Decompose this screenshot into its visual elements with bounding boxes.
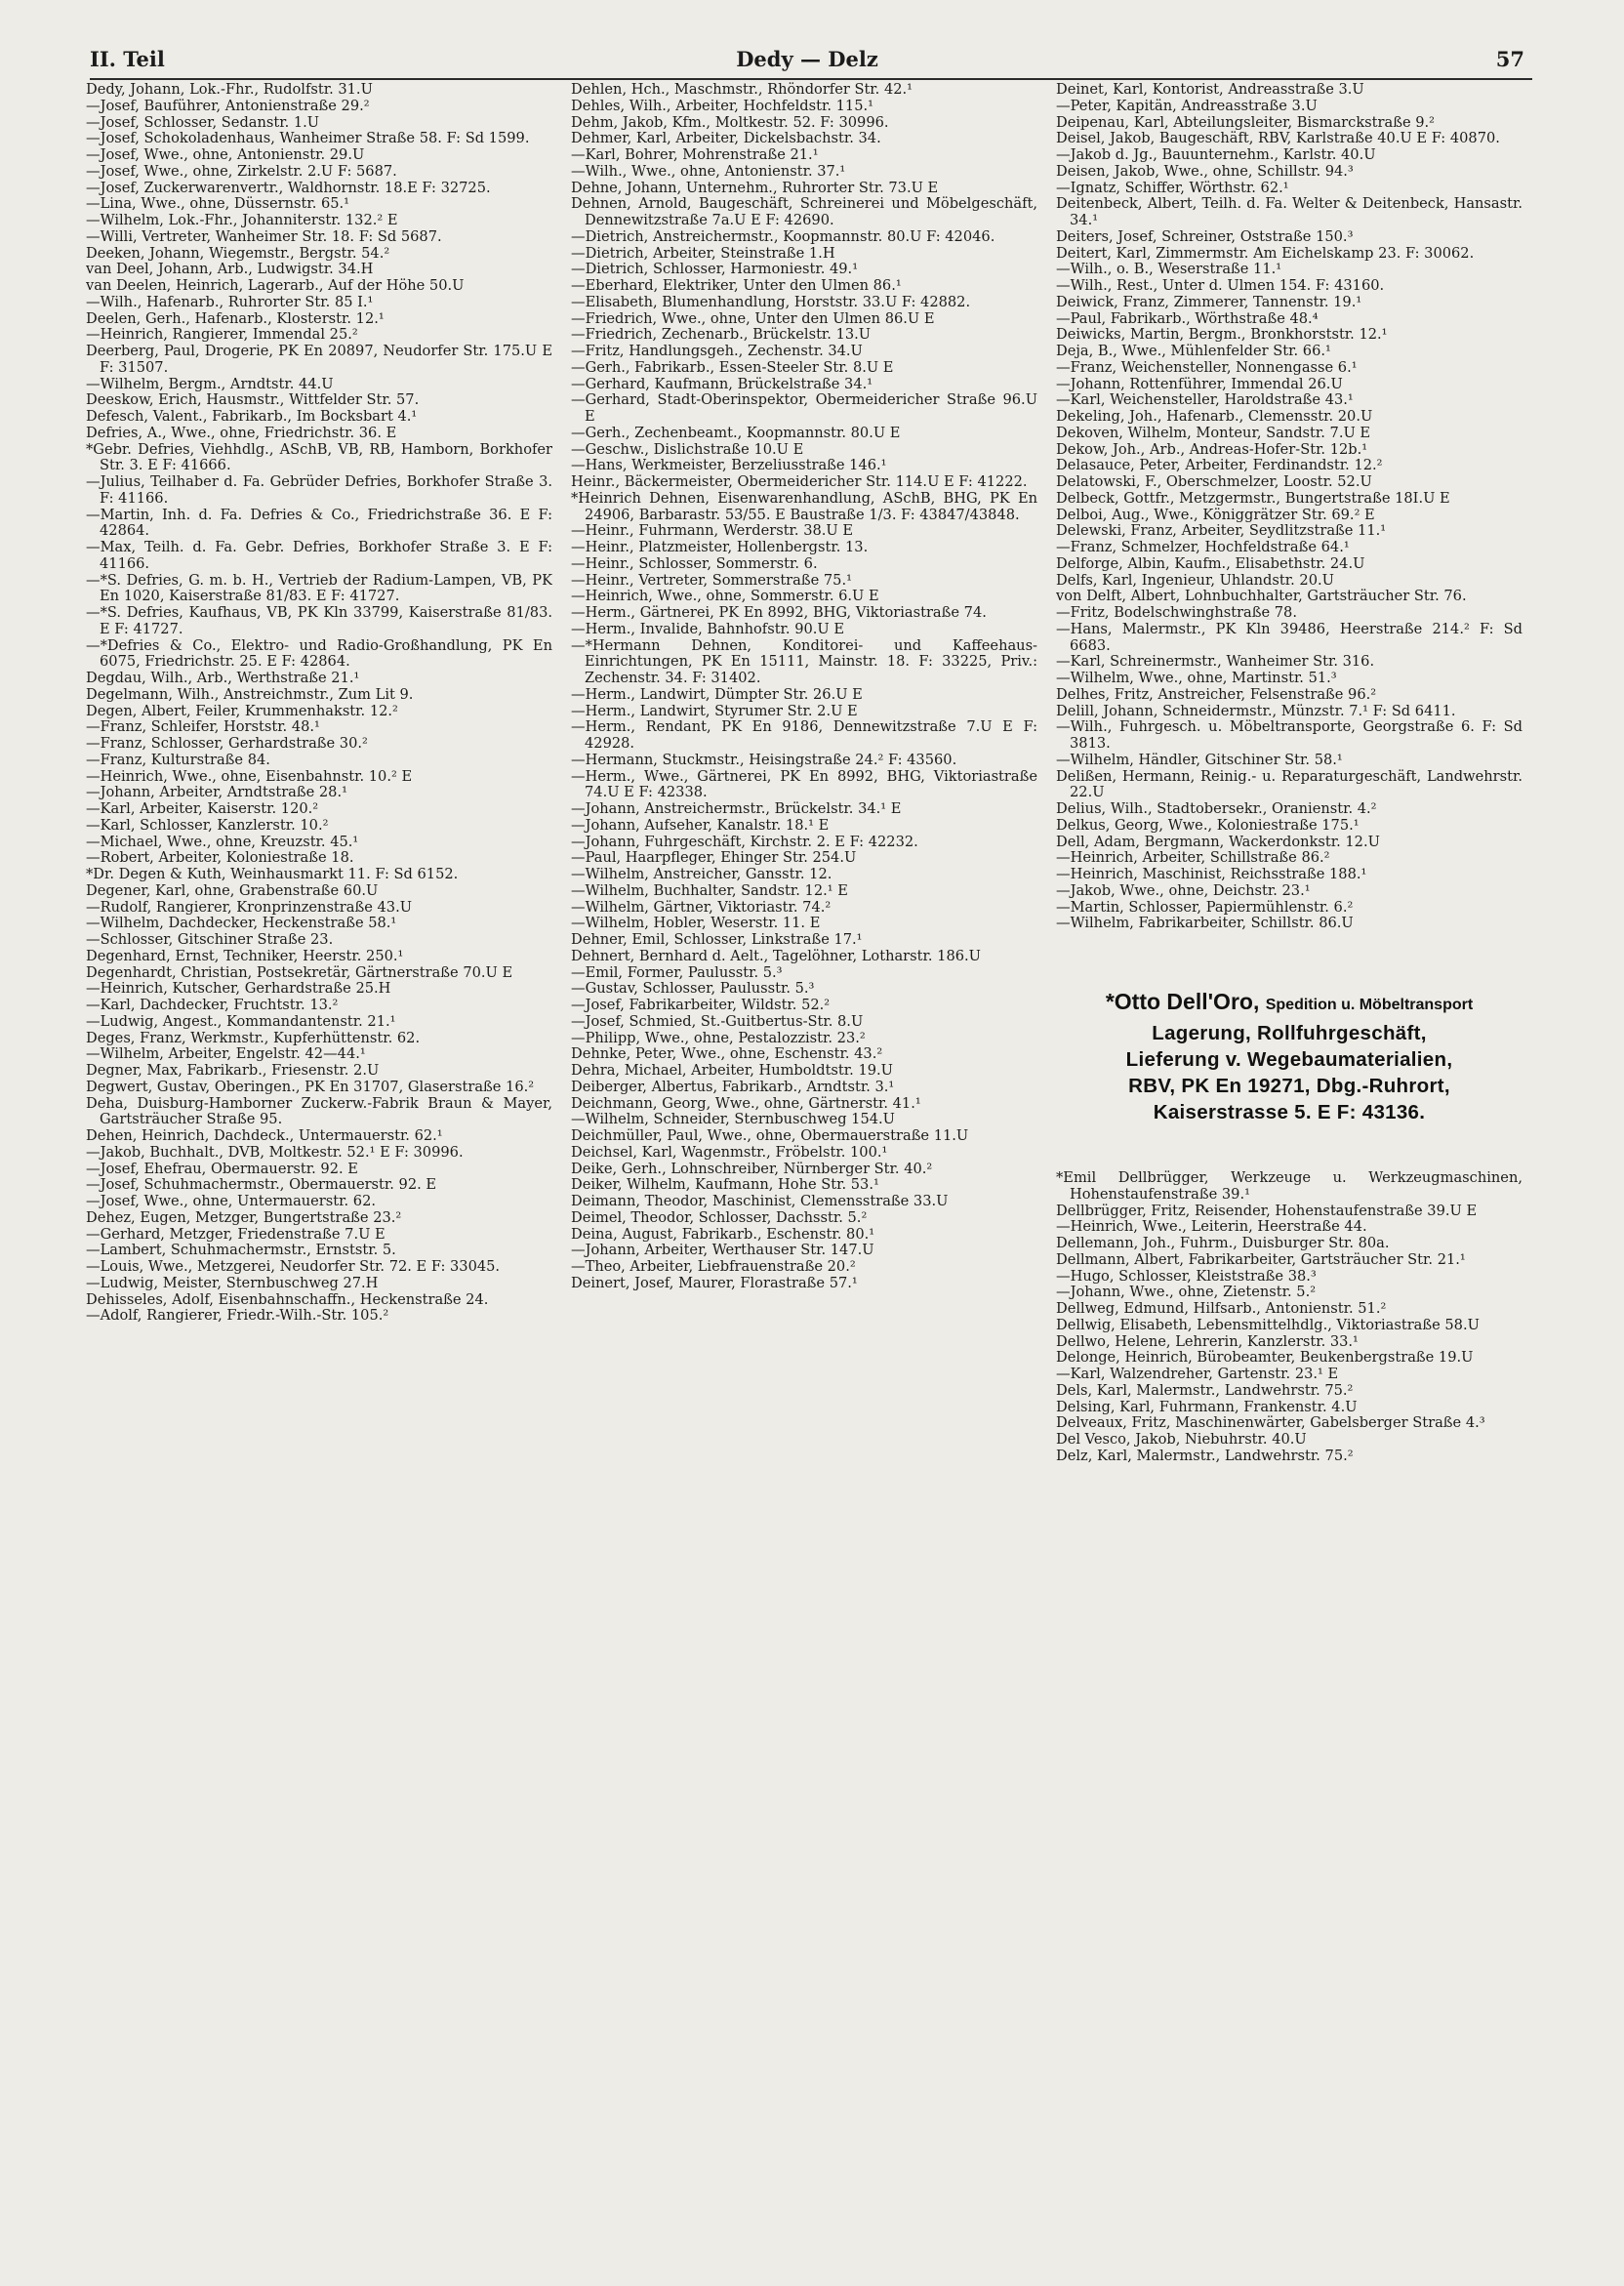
- directory-entry: Deimel, Theodor, Schlosser, Dachsstr. 5.²: [571, 1208, 868, 1226]
- directory-entry: Deelen, Gerh., Hafenarb., Klosterstr. 12.¹: [86, 309, 385, 327]
- directory-entry: —Louis, Wwe., Metzgerei, Neudorfer Str. 72. E F: 33045.: [86, 1258, 501, 1275]
- directory-entry: Dedy, Johann, Lok.-Fhr., Rudolfstr. 31.U: [86, 82, 373, 98]
- directory-entry: von Delft, Albert, Lohnbuchhalter, Gartsträucher Str. 76.: [1056, 588, 1467, 605]
- directory-entry: —Franz, Kulturstraße 84.: [86, 751, 270, 768]
- directory-entry: Dehen, Heinrich, Dachdeck., Untermauerstr. 62.¹: [86, 1127, 443, 1144]
- directory-entry: Degelmann, Wilh., Anstreichmstr., Zum Lit 9.: [86, 685, 414, 703]
- directory-entry: —Wilh., Hafenarb., Ruhrorter Str. 85 I.¹: [86, 293, 374, 310]
- directory-entry: Deiters, Josef, Schreiner, Oststraße 150.³: [1056, 227, 1354, 245]
- directory-entry: —Friedrich, Zechenarb., Brückelstr. 13.U: [571, 326, 872, 344]
- directory-entry: —Ludwig, Meister, Sternbuschweg 27.H: [86, 1274, 379, 1291]
- directory-entry: Deipenau, Karl, Abteilungsleiter, Bismarckstraße 9.²: [1056, 113, 1435, 131]
- directory-entry: —Josef, Schuhmachermstr., Obermauerstr. 92. E: [86, 1176, 437, 1194]
- directory-entry: —Josef, Schlosser, Sedanstr. 1.U: [86, 113, 320, 131]
- directory-entry: Dellwig, Elisabeth, Lebensmittelhdlg., Viktoriastraße 58.U: [1056, 1316, 1480, 1333]
- directory-entry: Deichmann, Georg, Wwe., ohne, Gärtnerstr. 41.¹: [571, 1094, 921, 1112]
- directory-entry: —Karl, Walzendreher, Gartenstr. 23.¹ E: [1056, 1366, 1339, 1382]
- directory-entry: —Johann, Wwe., ohne, Zietenstr. 5.²: [1056, 1284, 1317, 1301]
- directory-entry: Deichsel, Karl, Wagenmstr., Fröbelstr. 100.¹: [571, 1143, 888, 1161]
- directory-entry: —Lina, Wwe., ohne, Düssernstr. 65.¹: [86, 195, 350, 213]
- directory-entry: —Johann, Fuhrgeschäft, Kirchstr. 2. E F: 42232.: [571, 833, 918, 850]
- directory-entry: —*Defries & Co., Elektro- und Radio-Großhandlung, PK En 6075, Friedrichstr. 25. E F: 42864.: [86, 636, 552, 671]
- directory-entry: —*Hermann Dehnen, Konditorei- und Kaffeehaus-Einrichtungen, PK En 15111, Mainstr. 18. F: 33225, Priv.: Zechenstr. 34. F: 31402.: [571, 636, 1037, 686]
- page-header: [90, 43, 1524, 76]
- directory-entry: —Ignatz, Schiffer, Wörthstr. 62.¹: [1056, 179, 1289, 196]
- directory-entry: *Heinrich Dehnen, Eisenwarenhandlung, ASchB, BHG, PK En 24906, Barbarastr. 53/55. E Baustraße 1/3. F: 43847/43848.: [571, 489, 1037, 523]
- column-1: [86, 82, 552, 2268]
- directory-entry: —Wilh., o. B., Weserstraße 11.¹: [1056, 261, 1282, 278]
- directory-entry: —*S. Defries, G. m. b. H., Vertrieb der Radium-Lampen, VB, PK En 1020, Kaiserstraße 81/83. E F: 41727.: [86, 571, 552, 605]
- directory-entry: —Herm., Gärtnerei, PK En 8992, BHG, Viktoriastraße 74.: [571, 604, 987, 621]
- directory-entry: —Heinr., Schlosser, Sommerstr. 6.: [571, 554, 818, 572]
- directory-entry: Deiwick, Franz, Zimmerer, Tannenstr. 19.¹: [1056, 293, 1362, 310]
- directory-entry: Delforge, Albin, Kaufm., Elisabethstr. 24.U: [1056, 554, 1365, 572]
- directory-entry: van Deel, Johann, Arb., Ludwigstr. 34.H: [86, 261, 374, 278]
- directory-entry: Dehner, Emil, Schlosser, Linkstraße 17.¹: [571, 931, 863, 948]
- directory-entry: van Deelen, Heinrich, Lagerarb., Auf der Höhe 50.U: [86, 277, 465, 294]
- directory-entry: —Eberhard, Elektriker, Unter den Ulmen 86.¹: [571, 277, 902, 294]
- directory-entry: —Gerhard, Metzger, Friedenstraße 7.U E: [86, 1225, 386, 1243]
- directory-entry: —Herm., Landwirt, Styrumer Str. 2.U E: [571, 702, 858, 719]
- directory-entry: Delveaux, Fritz, Maschinenwärter, Gabelsberger Straße 4.³: [1056, 1414, 1485, 1432]
- directory-entry: —Josef, Schmied, St.-Guitbertus-Str. 8.U: [571, 1012, 864, 1030]
- directory-entry: —Dietrich, Anstreichermstr., Koopmannstr. 80.U F: 42046.: [571, 227, 995, 245]
- directory-entry: —Josef, Schokoladenhaus, Wanheimer Straße 58. F: Sd 1599.: [86, 130, 530, 147]
- directory-entry: Dellwo, Helene, Lehrerin, Kanzlerstr. 33.¹: [1056, 1332, 1359, 1350]
- directory-entry: Dehles, Wilh., Arbeiter, Hochfeldstr. 115.¹: [571, 97, 873, 114]
- directory-entry: —Karl, Schlosser, Kanzlerstr. 10.²: [86, 816, 329, 834]
- directory-entry: Dekeling, Joh., Hafenarb., Clemensstr. 20.U: [1056, 408, 1373, 425]
- directory-entry: —Hermann, Stuckmstr., Heisingstraße 24.² F: 43560.: [571, 751, 957, 768]
- directory-entry: Dehnert, Bernhard d. Aelt., Tagelöhner, Lotharstr. 186.U: [571, 947, 981, 964]
- directory-entry: —Julius, Teilhaber d. Fa. Gebrüder Defries, Borkhofer Straße 3. F: 41166.: [86, 473, 552, 507]
- directory-entry: —Wilhelm, Bergm., Arndtstr. 44.U: [86, 375, 334, 392]
- directory-entry: —Wilhelm, Arbeiter, Engelstr. 42—44.¹: [86, 1045, 366, 1063]
- directory-entry: Dehnke, Peter, Wwe., ohne, Eschenstr. 43.²: [571, 1045, 883, 1063]
- directory-entry: —Ludwig, Angest., Kommandantenstr. 21.¹: [86, 1012, 396, 1030]
- directory-entry: —Josef, Bauführer, Antonienstraße 29.²: [86, 97, 370, 114]
- directory-entry: Dellbrügger, Fritz, Reisender, Hohenstaufenstraße 39.U E: [1056, 1202, 1478, 1219]
- directory-entry: —Johann, Arbeiter, Werthauser Str. 147.U: [571, 1242, 874, 1259]
- directory-entry: Deitert, Karl, Zimmermstr. Am Eichelskamp 23. F: 30062.: [1056, 244, 1475, 262]
- directory-entry: —Schlosser, Gitschiner Straße 23.: [86, 931, 334, 948]
- page-number: 57: [1495, 47, 1524, 71]
- directory-entry: —Martin, Inh. d. Fa. Defries & Co., Friedrichstraße 36. E F: 42864.: [86, 506, 552, 540]
- directory-entry: Delius, Wilh., Stadtobersekr., Oranienstr. 4.²: [1056, 800, 1377, 817]
- directory-entry: Delbeck, Gottfr., Metzgermstr., Bungertstraße 18I.U E: [1056, 489, 1450, 507]
- directory-entry: —Peter, Kapitän, Andreasstraße 3.U: [1056, 97, 1318, 114]
- directory-entry: Deisen, Jakob, Wwe., ohne, Schillstr. 94.³: [1056, 162, 1354, 180]
- directory-entry: —Gerh., Fabrikarb., Essen-Steeler Str. 8.U E: [571, 358, 894, 376]
- directory-entry: Delatowski, F., Oberschmelzer, Loostr. 52.U: [1056, 473, 1372, 490]
- directory-entry: —Josef, Zuckerwarenvertr., Waldhornstr. 18.E F: 32725.: [86, 179, 491, 196]
- directory-entry: Deja, B., Wwe., Mühlenfelder Str. 66.¹: [1056, 343, 1331, 359]
- directory-entry: Dellemann, Joh., Fuhrm., Duisburger Str. 80a.: [1056, 1235, 1390, 1251]
- ad-title: *Otto Dell'Oro,: [1105, 989, 1260, 1014]
- directory-entry: —Josef, Wwe., ohne, Untermauerstr. 62.: [86, 1193, 376, 1209]
- directory-entry: —Paul, Haarpfleger, Ehinger Str. 254.U: [571, 849, 857, 867]
- directory-entry: *Gebr. Defries, Viehhdlg., ASchB, VB, RB, Hamborn, Borkhofer Str. 3. E F: 41666.: [86, 440, 552, 474]
- directory-entry: Deina, August, Fabrikarb., Eschenstr. 80.¹: [571, 1225, 875, 1243]
- directory-entry: —Gerhard, Stadt-Oberinspektor, Obermeidericher Straße 96.U E: [571, 391, 1037, 425]
- ad-line-2: Lieferung v. Wegebaumaterialien,: [1125, 1048, 1453, 1071]
- directory-entry: —Robert, Arbeiter, Koloniestraße 18.: [86, 849, 354, 867]
- directory-entry: Dellmann, Albert, Fabrikarbeiter, Gartsträucher Str. 21.¹: [1056, 1250, 1466, 1268]
- directory-entry: —Herm., Landwirt, Dümpter Str. 26.U E: [571, 685, 863, 703]
- directory-entry: Delhes, Fritz, Anstreicher, Felsenstraße 96.²: [1056, 685, 1377, 703]
- directory-entry: —Johann, Aufseher, Kanalstr. 18.¹ E: [571, 816, 830, 834]
- directory-entry: Delonge, Heinrich, Bürobeamter, Beukenbergstraße 19.U: [1056, 1349, 1474, 1367]
- directory-entry: Deha, Duisburg-Hamborner Zuckerw.-Fabrik Braun & Mayer, Gartsträucher Straße 95.: [86, 1094, 552, 1128]
- directory-entry: Defries, A., Wwe., ohne, Friedrichstr. 36. E: [86, 424, 397, 441]
- directory-entry: —Max, Teilh. d. Fa. Gebr. Defries, Borkhofer Straße 3. E F: 41166.: [86, 539, 552, 572]
- directory-entry: —Elisabeth, Blumenhandlung, Horststr. 33.U F: 42882.: [571, 293, 971, 310]
- directory-entry: —Fritz, Bodelschwinghstraße 78.: [1056, 604, 1297, 621]
- column-3-top-entries: [1056, 82, 1522, 932]
- directory-entry: —Wilhelm, Gärtner, Viktoriastr. 74.²: [571, 898, 832, 916]
- directory-entry: Degwert, Gustav, Oberingen., PK En 31707, Glaserstraße 16.²: [86, 1078, 535, 1095]
- directory-entry: Del Vesco, Jakob, Niebuhrstr. 40.U: [1056, 1431, 1307, 1448]
- directory-entry: —Karl, Schreinermstr., Wanheimer Str. 316.: [1056, 653, 1375, 671]
- directory-entry: —Paul, Fabrikarb., Wörthstraße 48.⁴: [1056, 309, 1319, 327]
- directory-entry: Delewski, Franz, Arbeiter, Seydlitzstraße 11.¹: [1056, 522, 1387, 540]
- directory-entry: —Franz, Schmelzer, Hochfeldstraße 64.¹: [1056, 539, 1350, 555]
- directory-entry: —Josef, Wwe., ohne, Zirkelstr. 2.U F: 5687.: [86, 162, 397, 180]
- directory-entry: —Johann, Rottenführer, Immendal 26.U: [1056, 375, 1343, 392]
- directory-entry: —Wilhelm, Wwe., ohne, Martinstr. 51.³: [1056, 670, 1337, 686]
- directory-entry: —Wilhelm, Schneider, Sternbuschweg 154.U: [571, 1111, 895, 1128]
- column-3-bottom-entries: [1056, 1170, 1522, 1465]
- directory-entry: —Herm., Wwe., Gärtnerei, PK En 8992, BHG, Viktoriastraße 74.U E F: 42338.: [571, 767, 1037, 801]
- directory-entry: —Philipp, Wwe., ohne, Pestalozzistr. 23.²: [571, 1029, 866, 1046]
- directory-entry: —Heinr., Vertreter, Sommerstraße 75.¹: [571, 571, 852, 589]
- directory-entry: —Herm., Rendant, PK En 9186, Dennewitzstraße 7.U E F: 42928.: [571, 718, 1037, 752]
- directory-columns: [86, 82, 1534, 2268]
- directory-entry: Dehisseles, Adolf, Eisenbahnschaffn., Heckenstraße 24.: [86, 1290, 489, 1308]
- directory-entry: Delsing, Karl, Fuhrmann, Frankenstr. 4.U: [1056, 1398, 1358, 1415]
- ad-line-4: Kaiserstrasse 5. E F: 43136.: [1153, 1101, 1426, 1123]
- directory-entry: —Johann, Arbeiter, Arndtstraße 28.¹: [86, 784, 347, 801]
- directory-entry: —Wilh., Wwe., ohne, Antonienstr. 37.¹: [571, 162, 846, 180]
- directory-entry: —Adolf, Rangierer, Friedr.-Wilh.-Str. 105.²: [86, 1307, 389, 1325]
- ad-line-1: Lagerung, Rollfuhrgeschäft,: [1152, 1022, 1427, 1044]
- directory-entry: Dehmer, Karl, Arbeiter, Dickelsbachstr. 34.: [571, 130, 881, 147]
- directory-entry: —Heinrich, Wwe., ohne, Sommerstr. 6.U E: [571, 588, 879, 605]
- directory-entry: —Hans, Malermstr., PK Kln 39486, Heerstraße 214.² F: Sd 6683.: [1056, 620, 1522, 654]
- directory-entry: —Heinrich, Maschinist, Reichsstraße 188.¹: [1056, 866, 1367, 882]
- directory-entry: —Karl, Arbeiter, Kaiserstr. 120.²: [86, 800, 319, 817]
- directory-entry: *Dr. Degen & Kuth, Weinhausmarkt 11. F: Sd 6152.: [86, 866, 459, 882]
- directory-entry: —Josef, Ehefrau, Obermauerstr. 92. E: [86, 1160, 358, 1177]
- page-range-title: Dedy — Delz: [736, 47, 878, 71]
- directory-entry: Dehnen, Arnold, Baugeschäft, Schreinerei und Möbelgeschäft, Dennewitzstraße 7a.U E F: 42690.: [571, 195, 1037, 228]
- directory-entry: Degener, Karl, ohne, Grabenstraße 60.U: [86, 881, 379, 899]
- directory-entry: —Dietrich, Schlosser, Harmoniestr. 49.¹: [571, 261, 859, 278]
- header-rule: [90, 78, 1532, 80]
- directory-entry: —Heinrich, Wwe., ohne, Eisenbahnstr. 10.² E: [86, 767, 413, 785]
- directory-entry: —Heinr., Fuhrmann, Werderstr. 38.U E: [571, 522, 854, 540]
- directory-entry: —Josef, Wwe., ohne, Antonienstr. 29.U: [86, 146, 365, 163]
- directory-entry: —Willi, Vertreter, Wanheimer Str. 18. F: Sd 5687.: [86, 227, 442, 245]
- directory-entry: —Geschw., Dislichstraße 10.U E: [571, 440, 804, 458]
- directory-entry: Delfs, Karl, Ingenieur, Uhlandstr. 20.U: [1056, 571, 1334, 589]
- directory-entry: —Karl, Dachdecker, Fruchtstr. 13.²: [86, 997, 339, 1013]
- directory-entry: —Wilhelm, Händler, Gitschiner Str. 58.¹: [1056, 751, 1343, 768]
- directory-entry: Dekow, Joh., Arb., Andreas-Hofer-Str. 12b.¹: [1056, 440, 1368, 458]
- directory-entry: —Wilhelm, Fabrikarbeiter, Schillstr. 86.U: [1056, 915, 1354, 932]
- directory-entry: —Heinrich, Kutscher, Gerhardstraße 25.H: [86, 980, 391, 998]
- directory-entry: Dehlen, Hch., Maschmstr., Rhöndorfer Str. 42.¹: [571, 82, 914, 98]
- directory-entry: Heinr., Bäckermeister, Obermeidericher Str. 114.U E F: 41222.: [571, 473, 1028, 490]
- directory-entry: —Hans, Werkmeister, Berzeliusstraße 146.¹: [571, 457, 887, 474]
- directory-entry: Delasauce, Peter, Arbeiter, Ferdinandstr. 12.²: [1056, 457, 1383, 474]
- directory-entry: —Emil, Former, Paulusstr. 5.³: [571, 963, 783, 981]
- directory-entry: —*S. Defries, Kaufhaus, VB, PK Kln 33799, Kaiserstraße 81/83. E F: 41727.: [86, 604, 552, 637]
- directory-entry: Deiberger, Albertus, Fabrikarb., Arndtstr. 3.¹: [571, 1078, 895, 1095]
- directory-entry: —Friedrich, Wwe., ohne, Unter den Ulmen 86.U E: [571, 309, 935, 327]
- directory-entry: —Hugo, Schlosser, Kleiststraße 38.³: [1056, 1267, 1317, 1285]
- directory-entry: —Wilh., Fuhrgesch. u. Möbeltransporte, Georgstraße 6. F: Sd 3813.: [1056, 718, 1522, 752]
- directory-entry: Degen, Albert, Feiler, Krummenhakstr. 12.²: [86, 702, 398, 719]
- directory-entry: —Theo, Arbeiter, Liebfrauenstraße 20.²: [571, 1258, 856, 1275]
- directory-entry: —Karl, Weichensteller, Haroldstraße 43.¹: [1056, 391, 1354, 409]
- directory-entry: —Wilh., Rest., Unter d. Ulmen 154. F: 43160.: [1056, 277, 1385, 294]
- directory-entry: Deitenbeck, Albert, Teilh. d. Fa. Welter & Deitenbeck, Hansastr. 34.¹: [1056, 195, 1522, 228]
- directory-entry: —Heinrich, Arbeiter, Schillstraße 86.²: [1056, 849, 1330, 867]
- directory-entry: —Wilhelm, Hobler, Weserstr. 11. E: [571, 915, 821, 932]
- directory-entry: Dehm, Jakob, Kfm., Moltkestr. 52. F: 30996.: [571, 113, 889, 131]
- directory-entry: Dels, Karl, Malermstr., Landwehrstr. 75.²: [1056, 1381, 1354, 1399]
- directory-entry: Delkus, Georg, Wwe., Koloniestraße 175.¹: [1056, 816, 1360, 834]
- directory-entry: Dehne, Johann, Unternehm., Ruhrorter Str. 73.U E: [571, 179, 939, 196]
- directory-entry: —Franz, Schleifer, Horststr. 48.¹: [86, 718, 320, 736]
- directory-entry: Dell, Adam, Bergmann, Wackerdonkstr. 12.U: [1056, 833, 1380, 850]
- directory-entry: —Rudolf, Rangierer, Kronprinzenstraße 43.U: [86, 898, 413, 916]
- directory-entry: —Wilhelm, Dachdecker, Heckenstraße 58.¹: [86, 915, 397, 932]
- directory-entry: Deerberg, Paul, Drogerie, PK En 20897, Neudorfer Str. 175.U E F: 31507.: [86, 343, 552, 376]
- directory-entry: —Heinrich, Wwe., Leiterin, Heerstraße 44.: [1056, 1218, 1367, 1236]
- advertisement-otto-delloro: [1056, 987, 1522, 1125]
- directory-entry: —Wilhelm, Buchhalter, Sandstr. 12.¹ E: [571, 881, 848, 899]
- directory-entry: Dehez, Eugen, Metzger, Bungertstraße 23.²: [86, 1208, 402, 1226]
- directory-entry: Deichmüller, Paul, Wwe., ohne, Obermauerstraße 11.U: [571, 1127, 969, 1144]
- directory-entry: —Lambert, Schuhmachermstr., Ernststr. 5.: [86, 1242, 396, 1259]
- directory-entry: Dekoven, Wilhelm, Monteur, Sandstr. 7.U E: [1056, 424, 1371, 441]
- directory-entry: —Franz, Weichensteller, Nonnengasse 6.¹: [1056, 358, 1358, 376]
- directory-entry: —Josef, Fabrikarbeiter, Wildstr. 52.²: [571, 997, 831, 1013]
- directory-entry: —Heinr., Platzmeister, Hollenbergstr. 13.: [571, 539, 869, 555]
- directory-entry: —Gerh., Zechenbeamt., Koopmannstr. 80.U E: [571, 424, 901, 441]
- directory-entry: Deinert, Josef, Maurer, Florastraße 57.¹: [571, 1274, 858, 1291]
- directory-entry: —Wilhelm, Anstreicher, Gansstr. 12.: [571, 866, 832, 882]
- ad-line-3: RBV, PK En 19271, Dbg.-Ruhrort,: [1128, 1075, 1450, 1097]
- directory-entry: Deeken, Johann, Wiegemstr., Bergstr. 54.²: [86, 244, 390, 262]
- directory-entry: Deike, Gerh., Lohnschreiber, Nürnberger Str. 40.²: [571, 1160, 933, 1177]
- directory-entry: —Johann, Anstreichermstr., Brückelstr. 34.¹ E: [571, 800, 902, 817]
- column-2: [571, 82, 1037, 2268]
- directory-entry: —Karl, Bohrer, Mohrenstraße 21.¹: [571, 146, 819, 163]
- directory-entry: Degenhard, Ernst, Techniker, Heerstr. 250.¹: [86, 947, 404, 964]
- directory-entry: —Jakob, Wwe., ohne, Deichstr. 23.¹: [1056, 881, 1311, 899]
- directory-entry: —Herm., Invalide, Bahnhofstr. 90.U E: [571, 620, 845, 637]
- directory-entry: —Heinrich, Rangierer, Immendal 25.²: [86, 326, 358, 344]
- directory-entry: Dellweg, Edmund, Hilfsarb., Antonienstr. 51.²: [1056, 1300, 1387, 1317]
- directory-entry: Deisel, Jakob, Baugeschäft, RBV, Karlstraße 40.U E F: 40870.: [1056, 130, 1500, 147]
- directory-entry: Degenhardt, Christian, Postsekretär, Gärtnerstraße 70.U E: [86, 963, 513, 981]
- directory-entry: Degner, Max, Fabrikarb., Friesenstr. 2.U: [86, 1062, 380, 1079]
- directory-entry: Delz, Karl, Malermstr., Landwehrstr. 75.²: [1056, 1447, 1354, 1464]
- section-label: II. Teil: [90, 47, 165, 71]
- directory-entry: Deiker, Wilhelm, Kaufmann, Hohe Str. 53.¹: [571, 1176, 879, 1194]
- directory-entry: Delill, Johann, Schneidermstr., Münzstr. 7.¹ F: Sd 6411.: [1056, 702, 1456, 719]
- directory-entry: Delißen, Hermann, Reinig.- u. Reparaturgeschäft, Landwehrstr. 22.U: [1056, 767, 1522, 801]
- directory-entry: Deeskow, Erich, Hausmstr., Wittfelder Str. 57.: [86, 391, 420, 409]
- directory-entry: —Jakob d. Jg., Bauunternehm., Karlstr. 40.U: [1056, 146, 1376, 163]
- directory-entry: Dehra, Michael, Arbeiter, Humboldtstr. 19.U: [571, 1062, 893, 1079]
- column-3: [1056, 82, 1522, 2268]
- directory-entry: Degdau, Wilh., Arb., Werthstraße 21.¹: [86, 670, 360, 686]
- directory-entry: —Dietrich, Arbeiter, Steinstraße 1.H: [571, 244, 835, 262]
- directory-entry: —Franz, Schlosser, Gerhardstraße 30.²: [86, 735, 368, 752]
- directory-entry: Defesch, Valent., Fabrikarb., Im Bocksbart 4.¹: [86, 408, 418, 425]
- directory-entry: Deinet, Karl, Kontorist, Andreasstraße 3.U: [1056, 82, 1364, 98]
- directory-entry: Deimann, Theodor, Maschinist, Clemensstraße 33.U: [571, 1193, 949, 1209]
- directory-entry: Deiwicks, Martin, Bergm., Bronkhorststr. 12.¹: [1056, 326, 1388, 344]
- directory-entry: —Martin, Schlosser, Papiermühlenstr. 6.²: [1056, 898, 1354, 916]
- directory-entry: —Michael, Wwe., ohne, Kreuzstr. 45.¹: [86, 833, 359, 850]
- directory-entry: *Emil Dellbrügger, Werkzeuge u. Werkzeugmaschinen, Hohenstaufenstraße 39.¹: [1056, 1169, 1522, 1203]
- directory-entry: —Fritz, Handlungsgeh., Zechenstr. 34.U: [571, 343, 863, 359]
- directory-entry: Deges, Franz, Werkmstr., Kupferhüttenstr. 62.: [86, 1029, 421, 1046]
- directory-entry: Delboi, Aug., Wwe., Königgrätzer Str. 69.² E: [1056, 506, 1375, 523]
- ad-title-subtitle: Spedition u. Möbeltransport: [1265, 997, 1474, 1013]
- directory-entry: —Jakob, Buchhalt., DVB, Moltkestr. 52.¹ E F: 30996.: [86, 1143, 464, 1161]
- directory-entry: —Wilhelm, Lok.-Fhr., Johanniterstr. 132.² E: [86, 212, 398, 228]
- directory-entry: —Gerhard, Kaufmann, Brückelstraße 34.¹: [571, 375, 873, 392]
- directory-entry: —Gustav, Schlosser, Paulusstr. 5.³: [571, 980, 815, 998]
